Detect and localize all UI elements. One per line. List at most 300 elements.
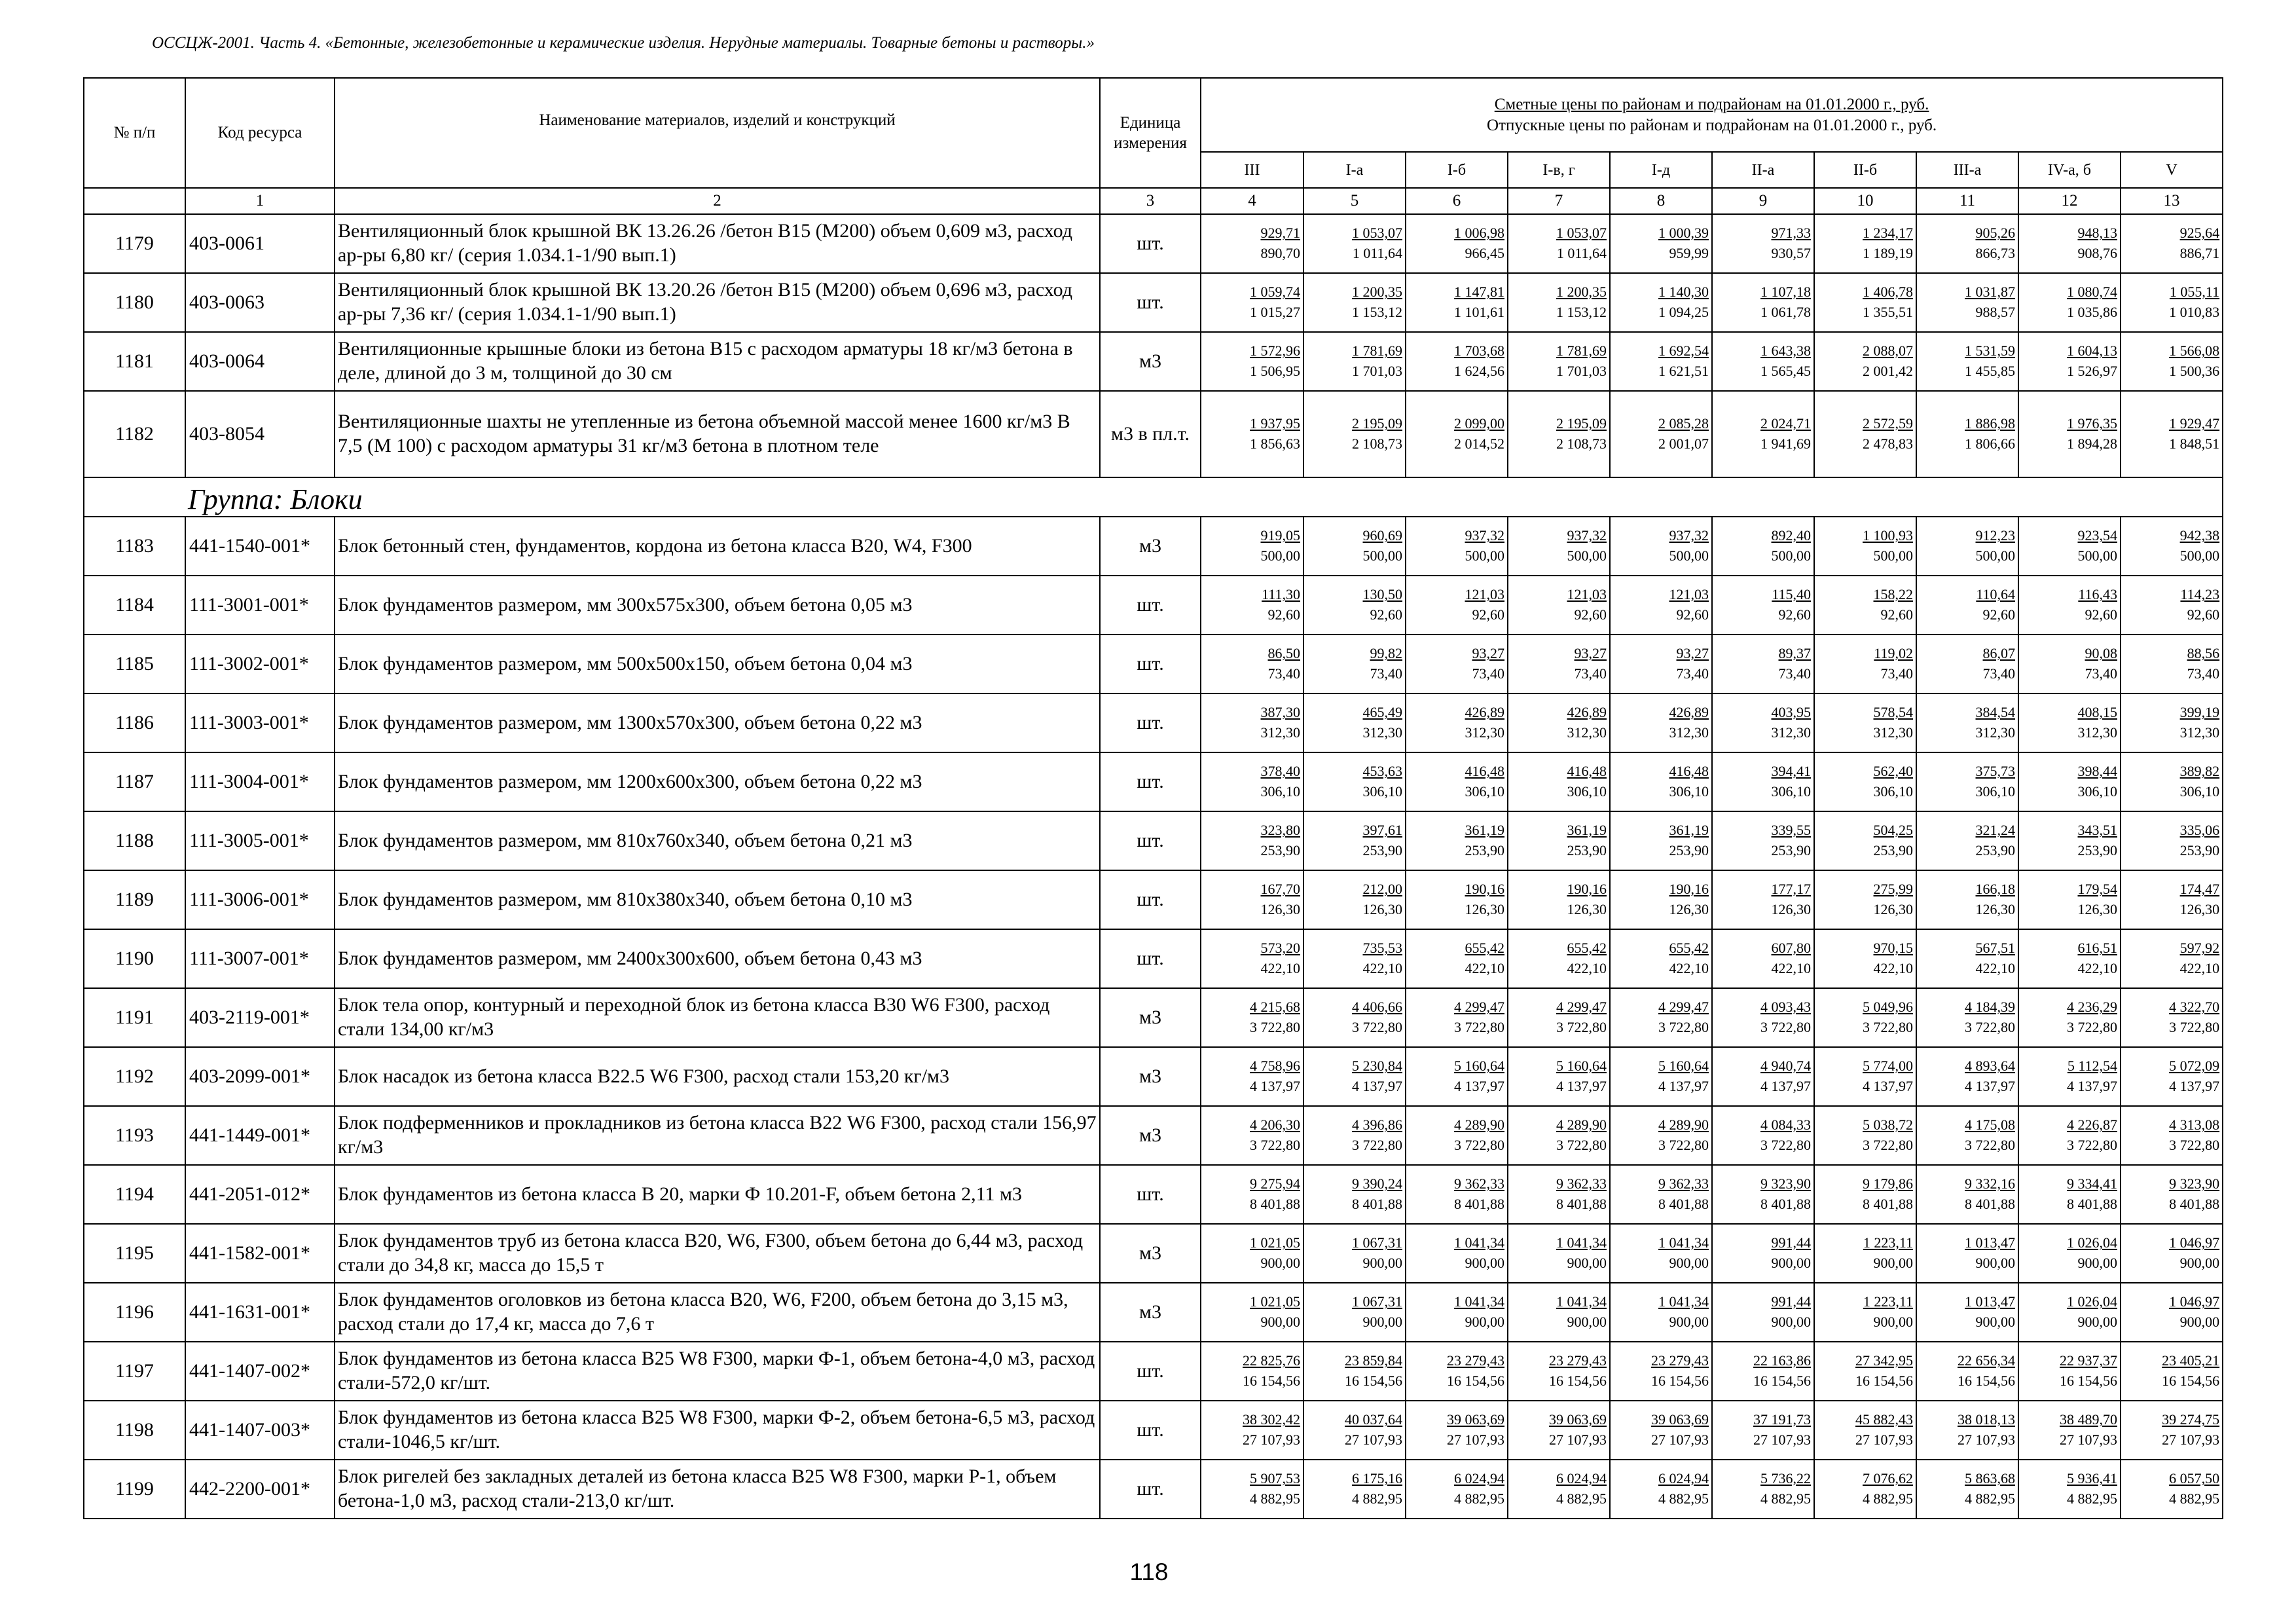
release-price: 1 701,03 (1556, 363, 1607, 379)
release-price: 500,00 (1260, 547, 1300, 564)
column-number: 4 (1201, 188, 1303, 214)
release-price: 1 624,56 (1454, 363, 1504, 379)
estimate-price: 4 175,08 (1965, 1116, 2015, 1134)
column-number-row (84, 188, 2223, 214)
release-price: 900,00 (2179, 1255, 2220, 1271)
release-price: 126,30 (1567, 901, 1607, 917)
release-price: 422,10 (1362, 960, 1402, 976)
estimate-price: 1 021,05 (1250, 1293, 1300, 1310)
release-price: 900,00 (1362, 1255, 1402, 1271)
release-price: 92,60 (1778, 606, 1811, 623)
column-number: 3 (1100, 188, 1201, 214)
row-number: 1180 (84, 273, 185, 332)
table-row (84, 1401, 2223, 1460)
release-price: 92,60 (1370, 606, 1402, 623)
price-cell (2121, 870, 2223, 929)
release-price: 92,60 (1472, 606, 1504, 623)
release-price: 900,00 (2077, 1255, 2117, 1271)
price-cell (1814, 332, 1916, 391)
release-price: 312,30 (1362, 724, 1402, 741)
estimate-price: 4 289,90 (1454, 1116, 1504, 1134)
release-price: 312,30 (2077, 724, 2117, 741)
price-cell (1508, 576, 1610, 635)
estimate-price: 38 018,13 (1958, 1411, 2015, 1428)
price-cell (1712, 576, 1814, 635)
estimate-price: 4 396,86 (1352, 1116, 1402, 1134)
region-header: IV-а, б (2018, 152, 2121, 188)
price-cell (1712, 1283, 1814, 1342)
resource-code: 403-2119-001* (185, 988, 335, 1047)
estimate-price: 597,92 (2179, 940, 2220, 957)
row-number: 1199 (84, 1460, 185, 1519)
release-price: 312,30 (1465, 724, 1504, 741)
resource-code: 441-2051-012* (185, 1165, 335, 1224)
material-name: Блок фундаментов размером, мм 300х575х300, объем бетона 0,05 м3 (335, 576, 1100, 635)
release-price: 3 722,80 (1250, 1137, 1300, 1153)
estimate-price: 9 362,33 (1454, 1175, 1504, 1192)
resource-code: 441-1407-002* (185, 1342, 335, 1401)
table-row (84, 517, 2223, 576)
release-price: 422,10 (1669, 960, 1709, 976)
header-name: Наименование материалов, изделий и конструкций (335, 78, 1100, 188)
table-row (84, 988, 2223, 1047)
estimate-price: 114,23 (2180, 586, 2220, 603)
release-price: 92,60 (2187, 606, 2220, 623)
release-price: 500,00 (1771, 547, 1811, 564)
release-price: 92,60 (1676, 606, 1709, 623)
estimate-price: 389,82 (2179, 763, 2220, 780)
estimate-price: 9 323,90 (2169, 1175, 2220, 1192)
price-cell (1712, 517, 1814, 576)
estimate-price: 23 859,84 (1345, 1352, 1402, 1369)
release-price: 900,00 (1975, 1314, 2015, 1330)
page-number: 118 (1129, 1559, 1169, 1585)
estimate-price: 416,48 (1465, 763, 1504, 780)
estimate-price: 416,48 (1567, 763, 1607, 780)
release-price: 27 107,93 (1243, 1431, 1300, 1448)
release-price: 4 137,97 (1352, 1078, 1402, 1094)
release-price: 16 154,56 (2060, 1373, 2117, 1389)
release-price: 8 401,88 (1556, 1196, 1607, 1212)
price-cell (1508, 1283, 1610, 1342)
price-cell (2121, 273, 2223, 332)
release-price: 900,00 (1873, 1314, 1913, 1330)
release-price: 306,10 (1975, 783, 2015, 800)
release-price: 4 882,95 (1454, 1490, 1504, 1507)
price-cell (1712, 811, 1814, 870)
release-price: 900,00 (1567, 1255, 1607, 1271)
estimate-price: 190,16 (1669, 881, 1709, 898)
estimate-price: 655,42 (1567, 940, 1607, 957)
estimate-price: 1 140,30 (1658, 284, 1709, 301)
price-cell (1712, 1165, 1814, 1224)
estimate-price: 1 013,47 (1965, 1234, 2015, 1251)
price-cell (1814, 693, 1916, 752)
estimate-price: 426,89 (1465, 704, 1504, 721)
price-cell (1508, 391, 1610, 477)
price-cell (1303, 635, 1406, 693)
release-price: 3 722,80 (1760, 1019, 1811, 1035)
estimate-price: 1 013,47 (1965, 1293, 2015, 1310)
release-price: 312,30 (2179, 724, 2220, 741)
estimate-price: 9 362,33 (1658, 1175, 1709, 1192)
price-cell (1303, 752, 1406, 811)
estimate-price: 39 063,69 (1447, 1411, 1504, 1428)
estimate-price: 110,64 (1976, 586, 2015, 603)
price-cell (1303, 1283, 1406, 1342)
price-cell (1610, 988, 1712, 1047)
price-cell (2121, 332, 2223, 391)
estimate-price: 4 236,29 (2067, 999, 2117, 1016)
release-price: 422,10 (2077, 960, 2117, 976)
release-price: 1 035,86 (2067, 304, 2117, 320)
price-cell (1406, 988, 1508, 1047)
release-price: 1 189,19 (1863, 245, 1913, 261)
price-cell (2018, 332, 2121, 391)
resource-code: 111-3001-001* (185, 576, 335, 635)
price-cell (2121, 988, 2223, 1047)
table-row (84, 1165, 2223, 1224)
unit-of-measure: шт. (1100, 811, 1201, 870)
estimate-price: 4 406,66 (1352, 999, 1402, 1016)
price-cell (1712, 214, 1814, 273)
price-cell (1814, 1342, 1916, 1401)
estimate-price: 1 200,35 (1352, 284, 1402, 301)
price-cell (1201, 1460, 1303, 1519)
price-cell (1303, 214, 1406, 273)
region-header: II-б (1814, 152, 1916, 188)
price-cell (2018, 811, 2121, 870)
estimate-price: 323,80 (1260, 822, 1300, 839)
release-price: 126,30 (1873, 901, 1913, 917)
price-cell (1712, 1401, 1814, 1460)
estimate-price: 5 160,64 (1658, 1058, 1709, 1075)
resource-code: 111-3004-001* (185, 752, 335, 811)
price-cell (1814, 1224, 1916, 1283)
price-cell (1610, 693, 1712, 752)
price-cell (2121, 1047, 2223, 1106)
column-number: 8 (1610, 188, 1712, 214)
row-number: 1181 (84, 332, 185, 391)
release-price: 27 107,93 (2162, 1431, 2220, 1448)
estimate-price: 4 940,74 (1760, 1058, 1811, 1075)
release-price: 3 722,80 (1965, 1137, 2015, 1153)
estimate-price: 4 893,64 (1965, 1058, 2015, 1075)
release-price: 1 455,85 (1965, 363, 2015, 379)
release-price: 8 401,88 (1352, 1196, 1402, 1212)
release-price: 422,10 (2179, 960, 2220, 976)
estimate-price: 39 063,69 (1651, 1411, 1709, 1428)
estimate-price: 4 215,68 (1250, 999, 1300, 1016)
estimate-price: 86,50 (1267, 645, 1300, 662)
estimate-price: 923,54 (2077, 527, 2117, 544)
release-price: 3 722,80 (1454, 1137, 1504, 1153)
estimate-price: 408,15 (2077, 704, 2117, 721)
unit-of-measure: шт. (1100, 1401, 1201, 1460)
estimate-price: 22 825,76 (1243, 1352, 1300, 1369)
release-price: 8 401,88 (1250, 1196, 1300, 1212)
region-header: I-б (1406, 152, 1508, 188)
estimate-price: 991,44 (1771, 1234, 1811, 1251)
release-price: 126,30 (1465, 901, 1504, 917)
release-price: 16 154,56 (1651, 1373, 1709, 1389)
column-number: 9 (1712, 188, 1814, 214)
release-price: 92,60 (1982, 606, 2015, 623)
estimate-price: 6 024,94 (1454, 1470, 1504, 1487)
table-row (84, 273, 2223, 332)
price-cell (1712, 929, 1814, 988)
estimate-price: 971,33 (1771, 225, 1811, 242)
release-price: 92,60 (1880, 606, 1913, 623)
price-cell (1916, 1283, 2018, 1342)
group-title: Группа: Блоки (185, 477, 2223, 517)
release-price: 73,40 (1370, 665, 1402, 682)
release-price: 4 137,97 (1965, 1078, 2015, 1094)
price-cell (1508, 752, 1610, 811)
price-cell (1406, 273, 1508, 332)
release-price: 900,00 (2077, 1314, 2117, 1330)
estimate-price: 1 026,04 (2067, 1234, 2117, 1251)
release-price: 1 153,12 (1352, 304, 1402, 320)
price-cell (1406, 870, 1508, 929)
price-cell (2018, 635, 2121, 693)
estimate-price: 1 200,35 (1556, 284, 1607, 301)
material-name: Вентиляционный блок крышной ВК 13.20.26 /бетон В15 (М200) объем 0,696 м3, расход ар-ры 7,36 кг/ (серия 1.034.1-1/90 вып.1) (335, 273, 1100, 332)
estimate-price: 912,23 (1975, 527, 2015, 544)
price-cell (1610, 1283, 1712, 1342)
price-cell (1814, 811, 1916, 870)
estimate-price: 1 572,96 (1250, 342, 1300, 360)
price-cell (1508, 1401, 1610, 1460)
material-name: Вентиляционные шахты не утепленные из бетона объемной массой менее 1600 кг/м3 В 7,5 (М 100) с расходом арматуры 31 кг/м3 бетона в плотном теле (335, 391, 1100, 477)
unit-of-measure: м3 (1100, 988, 1201, 1047)
estimate-price: 1 021,05 (1250, 1234, 1300, 1251)
release-price: 1 848,51 (2169, 435, 2220, 452)
material-name: Блок фундаментов труб из бетона класса В20, W6, F300, объем бетона до 6,44 м3, расход стали до 34,8 кг, масса до 15,5 т (335, 1224, 1100, 1283)
estimate-price: 453,63 (1362, 763, 1402, 780)
row-number: 1186 (84, 693, 185, 752)
release-price: 27 107,93 (2060, 1431, 2117, 1448)
material-name: Вентиляционные крышные блоки из бетона В15 с расходом арматуры 18 кг/м3 бетона в деле, длиной до 3 м, толщиной до 30 см (335, 332, 1100, 391)
table-row (84, 693, 2223, 752)
price-cell (1303, 273, 1406, 332)
release-price: 2 001,42 (1863, 363, 1913, 379)
price-cell (1406, 1106, 1508, 1165)
release-price: 73,40 (1472, 665, 1504, 682)
price-cell (1303, 1224, 1406, 1283)
estimate-price: 6 024,94 (1658, 1470, 1709, 1487)
release-price: 306,10 (1873, 783, 1913, 800)
estimate-price: 22 163,86 (1753, 1352, 1811, 1369)
price-cell (1201, 1283, 1303, 1342)
release-price: 27 107,93 (1855, 1431, 1913, 1448)
resource-code: 441-1540-001* (185, 517, 335, 576)
release-price: 92,60 (1574, 606, 1607, 623)
release-price: 908,76 (2077, 245, 2117, 261)
release-price: 4 882,95 (1352, 1490, 1402, 1507)
price-cell (1916, 635, 2018, 693)
estimate-price: 335,06 (2179, 822, 2220, 839)
price-cell (1201, 1342, 1303, 1401)
estimate-price: 1 041,34 (1658, 1234, 1709, 1251)
price-cell (2121, 1165, 2223, 1224)
price-cell (1508, 635, 1610, 693)
row-number: 1198 (84, 1401, 185, 1460)
estimate-price: 4 289,90 (1556, 1116, 1607, 1134)
unit-of-measure: м3 (1100, 1106, 1201, 1165)
price-cell (1303, 1047, 1406, 1106)
price-cell (1610, 870, 1712, 929)
release-price: 930,57 (1771, 245, 1811, 261)
estimate-price: 2 195,09 (1352, 415, 1402, 432)
region-header: III-а (1916, 152, 2018, 188)
release-price: 500,00 (1975, 547, 2015, 564)
header-prices (1201, 78, 2223, 152)
table-row (84, 1047, 2223, 1106)
unit-of-measure: м3 в пл.т. (1100, 391, 1201, 477)
price-cell (1303, 576, 1406, 635)
release-price: 1 010,83 (2169, 304, 2220, 320)
price-cell (1916, 929, 2018, 988)
release-price: 312,30 (1873, 724, 1913, 741)
price-cell (2018, 988, 2121, 1047)
estimate-price: 942,38 (2179, 527, 2220, 544)
price-cell (1201, 635, 1303, 693)
release-price: 422,10 (1567, 960, 1607, 976)
release-price: 3 722,80 (2067, 1019, 2117, 1035)
estimate-price: 2 195,09 (1556, 415, 1607, 432)
release-price: 73,40 (1880, 665, 1913, 682)
estimate-price: 1 041,34 (1454, 1234, 1504, 1251)
price-cell (2018, 391, 2121, 477)
release-price: 8 401,88 (1454, 1196, 1504, 1212)
estimate-price: 212,00 (1362, 881, 1402, 898)
resource-code: 111-3005-001* (185, 811, 335, 870)
row-number: 1191 (84, 988, 185, 1047)
price-cell (1814, 635, 1916, 693)
estimate-price: 9 332,16 (1965, 1175, 2015, 1192)
price-cell (2121, 1283, 2223, 1342)
price-cell (1610, 273, 1712, 332)
material-name: Блок фундаментов размером, мм 500х500х150, объем бетона 0,04 м3 (335, 635, 1100, 693)
release-price: 4 882,95 (1250, 1490, 1300, 1507)
price-cell (2018, 1224, 2121, 1283)
release-price: 16 154,56 (2162, 1373, 2220, 1389)
estimate-price: 905,26 (1975, 225, 2015, 242)
release-price: 306,10 (2179, 783, 2220, 800)
release-price: 2 014,52 (1454, 435, 1504, 452)
estimate-price: 1 067,31 (1352, 1293, 1402, 1310)
resource-code: 111-3002-001* (185, 635, 335, 693)
estimate-price: 919,05 (1260, 527, 1300, 544)
release-price: 253,90 (2179, 842, 2220, 858)
price-cell (1406, 391, 1508, 477)
release-price: 2 001,07 (1658, 435, 1709, 452)
estimate-price: 1 781,69 (1556, 342, 1607, 360)
estimate-price: 9 334,41 (2067, 1175, 2117, 1192)
resource-code: 111-3006-001* (185, 870, 335, 929)
region-header: I-а (1303, 152, 1406, 188)
table-row (84, 391, 2223, 477)
estimate-price: 4 322,70 (2169, 999, 2220, 1016)
release-price: 27 107,93 (1651, 1431, 1709, 1448)
price-cell (1916, 752, 2018, 811)
price-cell (1303, 811, 1406, 870)
estimate-price: 361,19 (1567, 822, 1607, 839)
column-number (84, 188, 185, 214)
release-price: 126,30 (1362, 901, 1402, 917)
estimate-price: 426,89 (1567, 704, 1607, 721)
column-number: 10 (1814, 188, 1916, 214)
estimate-price: 578,54 (1873, 704, 1913, 721)
column-number: 7 (1508, 188, 1610, 214)
material-name: Блок ригелей без закладных деталей из бетона класса В25 W8 F300, марки Р-1, объем бетона-1,0 м3, расход стали-213,0 кг/шт. (335, 1460, 1100, 1519)
estimate-price: 23 279,43 (1651, 1352, 1709, 1369)
unit-of-measure: шт. (1100, 273, 1201, 332)
row-number: 1192 (84, 1047, 185, 1106)
release-price: 3 722,80 (1556, 1137, 1607, 1153)
price-cell (1610, 517, 1712, 576)
price-cell (1916, 1342, 2018, 1401)
estimate-price: 1 080,74 (2067, 284, 2117, 301)
material-name: Блок бетонный стен, фундаментов, кордона из бетона класса В20, W4, F300 (335, 517, 1100, 576)
estimate-price: 5 160,64 (1556, 1058, 1607, 1075)
row-number: 1189 (84, 870, 185, 929)
estimate-price: 121,03 (1567, 586, 1607, 603)
release-price: 1 526,97 (2067, 363, 2117, 379)
release-price: 500,00 (1362, 547, 1402, 564)
price-cell (1406, 1165, 1508, 1224)
estimate-price: 4 299,47 (1556, 999, 1607, 1016)
material-name: Блок фундаментов размером, мм 2400х300х600, объем бетона 0,43 м3 (335, 929, 1100, 988)
price-cell (1508, 693, 1610, 752)
estimate-price: 5 863,68 (1965, 1470, 2015, 1487)
price-cell (1610, 214, 1712, 273)
price-cell (1610, 391, 1712, 477)
row-number: 1183 (84, 517, 185, 576)
price-cell (2018, 1283, 2121, 1342)
estimate-price: 4 313,08 (2169, 1116, 2220, 1134)
price-cell (2018, 273, 2121, 332)
price-cell (1610, 1224, 1712, 1283)
price-cell (1814, 1165, 1916, 1224)
price-cell (1508, 1106, 1610, 1165)
estimate-price: 23 279,43 (1549, 1352, 1607, 1369)
release-price: 16 154,56 (1549, 1373, 1607, 1389)
release-price: 1 101,61 (1454, 304, 1504, 320)
price-cell (1303, 988, 1406, 1047)
price-cell (1508, 214, 1610, 273)
estimate-price: 9 323,90 (1760, 1175, 1811, 1192)
release-price: 866,73 (1975, 245, 2015, 261)
price-cell (1916, 1224, 2018, 1283)
estimate-price: 1 026,04 (2067, 1293, 2117, 1310)
release-price: 4 137,97 (1658, 1078, 1709, 1094)
estimate-price: 1 566,08 (2169, 342, 2220, 360)
estimate-price: 1 531,59 (1965, 342, 2015, 360)
release-price: 126,30 (1260, 901, 1300, 917)
price-table (83, 77, 2223, 1519)
table-row (84, 1342, 2223, 1401)
price-cell (2018, 1165, 2121, 1224)
column-number: 13 (2121, 188, 2223, 214)
row-number: 1187 (84, 752, 185, 811)
release-price: 8 401,88 (1863, 1196, 1913, 1212)
release-price: 306,10 (1567, 783, 1607, 800)
release-price: 3 722,80 (2169, 1137, 2220, 1153)
estimate-price: 5 160,64 (1454, 1058, 1504, 1075)
estimate-price: 93,27 (1472, 645, 1504, 662)
